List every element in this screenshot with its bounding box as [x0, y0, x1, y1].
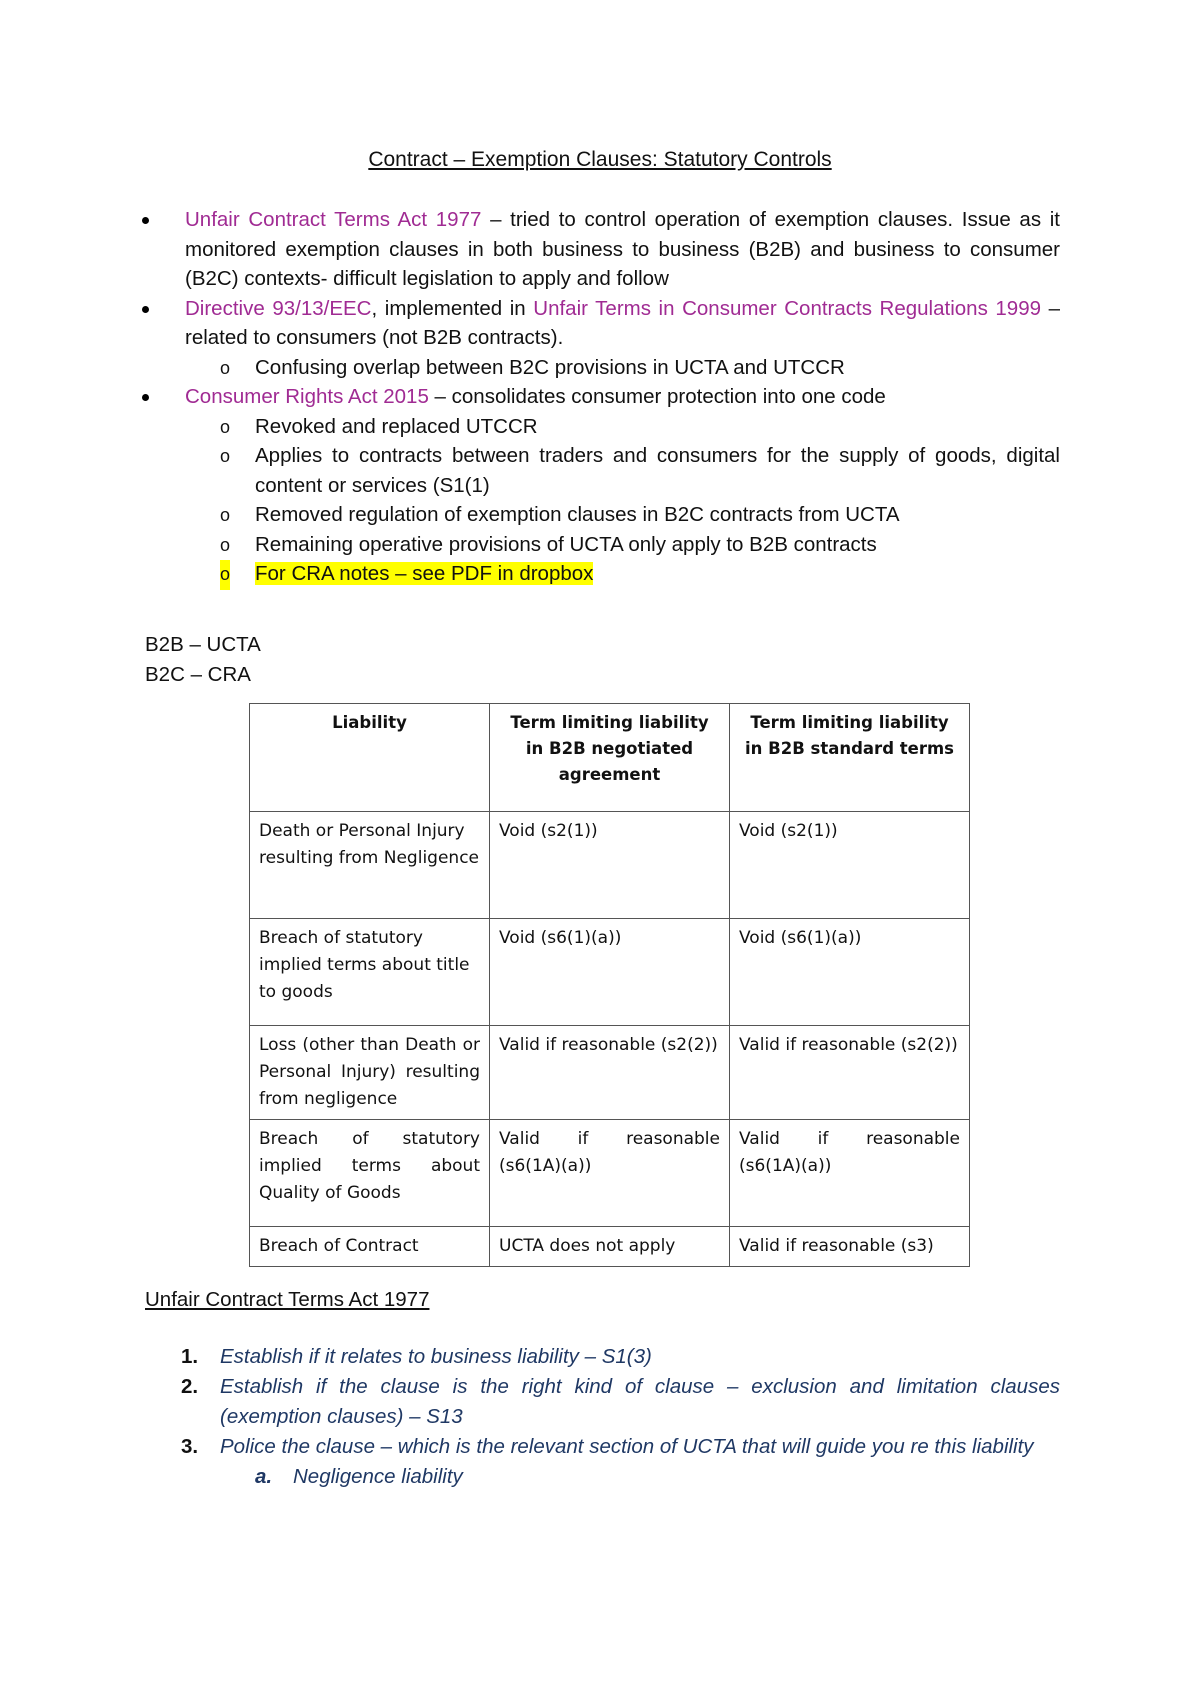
bullet-text: – consolidates consumer protection into one code — [428, 385, 886, 408]
sub-bullet — [130, 412, 1060, 442]
table-cell: UCTA does not apply — [490, 1227, 730, 1267]
table-cell: Loss (other than Death or Personal Injury) resulting from negligence — [250, 1026, 490, 1120]
table-cell: Valid if reasonable (s2(2)) — [490, 1026, 730, 1120]
table-row — [250, 919, 970, 1026]
step-item — [145, 1372, 1060, 1432]
sub-bullet — [130, 530, 1060, 560]
bullet-icon — [142, 394, 149, 401]
table-row — [250, 812, 970, 919]
step-number: 1. — [181, 1345, 199, 1368]
bullet-icon — [142, 217, 149, 224]
legislation-name: Consumer Rights Act 2015 — [185, 385, 429, 408]
step-item — [145, 1342, 1060, 1372]
b2b-line: B2B – UCTA — [145, 633, 261, 656]
sub-bullet-highlighted — [130, 559, 1060, 589]
bullet-text: – tried to control operation of exemption clauses. Issue as it monitored exemption clauses in both business to business (B2B) and business to consumer (B2C) contexts- difficult legislation to apply and follow — [185, 208, 1060, 290]
substep-letter: a. — [255, 1465, 273, 1488]
table-header: Liability — [250, 704, 490, 812]
step-text: Establish if it relates to business liability – S1(3) — [220, 1345, 652, 1368]
table-header-row — [250, 704, 970, 812]
numbered-steps — [145, 1342, 1060, 1492]
liability-table — [249, 703, 970, 1267]
step-text: Police the clause – which is the relevant section of UCTA that will guide you re this liability — [220, 1435, 1034, 1458]
table-cell: Breach of statutory implied terms about Quality of Goods — [250, 1120, 490, 1227]
b2c-line: B2C – CRA — [145, 663, 251, 686]
table-row — [250, 1120, 970, 1227]
bullet-text: – related to consumers (not B2B contracts). — [185, 296, 1061, 349]
sub-bullet — [130, 441, 1060, 500]
sub-bullet-text: Confusing overlap between B2C provisions in UCTA and UTCCR — [255, 355, 845, 379]
legislation-name: Unfair Contract Terms Act 1977 — [185, 208, 482, 231]
bullet-cra — [130, 382, 1060, 412]
legislation-name: Unfair Terms in Consumer Contracts Regulations 1999 — [533, 296, 1042, 320]
circle-bullet-icon: o — [220, 446, 231, 466]
circle-bullet-icon: o — [220, 505, 231, 525]
table-cell: Breach of statutory implied terms about title to goods — [250, 919, 490, 1026]
table-row — [250, 1227, 970, 1267]
circle-bullet-icon: o — [220, 416, 231, 437]
legislation-name: Directive 93/13/EEC — [185, 296, 372, 320]
circle-bullet-icon: o — [220, 534, 231, 555]
bullet-directive — [130, 294, 1060, 353]
circle-bullet-icon: o — [220, 357, 231, 378]
bullet-text: , implemented in — [371, 296, 534, 320]
step-text: Establish if the clause is the right kind of clause – exclusion and limitation clauses (exemption clauses) – S13 — [220, 1375, 1060, 1428]
table-cell: Valid if reasonable (s2(2)) — [730, 1026, 970, 1120]
sub-bullet-text: For CRA notes – see PDF in dropbox — [255, 562, 594, 585]
table-cell: Void (s6(1)(a)) — [730, 919, 970, 1026]
step-number: 3. — [181, 1435, 199, 1458]
substep-text: Negligence liability — [293, 1465, 463, 1488]
step-number: 2. — [181, 1375, 199, 1398]
section-heading-ucta: Unfair Contract Terms Act 1977 — [145, 1288, 430, 1311]
sub-bullet-text: Remaining operative provisions of UCTA only apply to B2B contracts — [255, 532, 877, 556]
step-item — [145, 1432, 1060, 1462]
table-cell: Void (s2(1)) — [730, 812, 970, 919]
sub-bullet — [130, 500, 1060, 530]
table-cell: Valid if reasonable (s6(1A)(a)) — [490, 1120, 730, 1227]
sub-bullet-text: Removed regulation of exemption clauses in B2C contracts from UCTA — [255, 503, 900, 526]
substep-item — [145, 1462, 1060, 1492]
sub-bullet — [130, 353, 1060, 383]
table-header: Term limiting liability in B2B negotiated agreement — [490, 704, 730, 812]
table-cell: Breach of Contract — [250, 1227, 490, 1267]
page-title: Contract – Exemption Clauses: Statutory Controls — [368, 148, 832, 171]
bullet-icon — [142, 306, 149, 313]
bullet-list — [130, 205, 1060, 589]
circle-bullet-icon: o — [220, 560, 230, 590]
sub-bullet-text: Revoked and replaced UTCCR — [255, 414, 538, 438]
table-cell: Valid if reasonable (s6(1A)(a)) — [730, 1120, 970, 1227]
table-header: Term limiting liability in B2B standard terms — [730, 704, 970, 812]
table-row — [250, 1026, 970, 1120]
table-cell: Valid if reasonable (s3) — [730, 1227, 970, 1267]
sub-bullet-text: Applies to contracts between traders and consumers for the supply of goods, digital content or services (S1(1) — [255, 444, 1060, 497]
table-cell: Void (s2(1)) — [490, 812, 730, 919]
table-cell: Death or Personal Injury resulting from Negligence — [250, 812, 490, 919]
table-cell: Void (s6(1)(a)) — [490, 919, 730, 1026]
bullet-ucta — [130, 205, 1060, 294]
